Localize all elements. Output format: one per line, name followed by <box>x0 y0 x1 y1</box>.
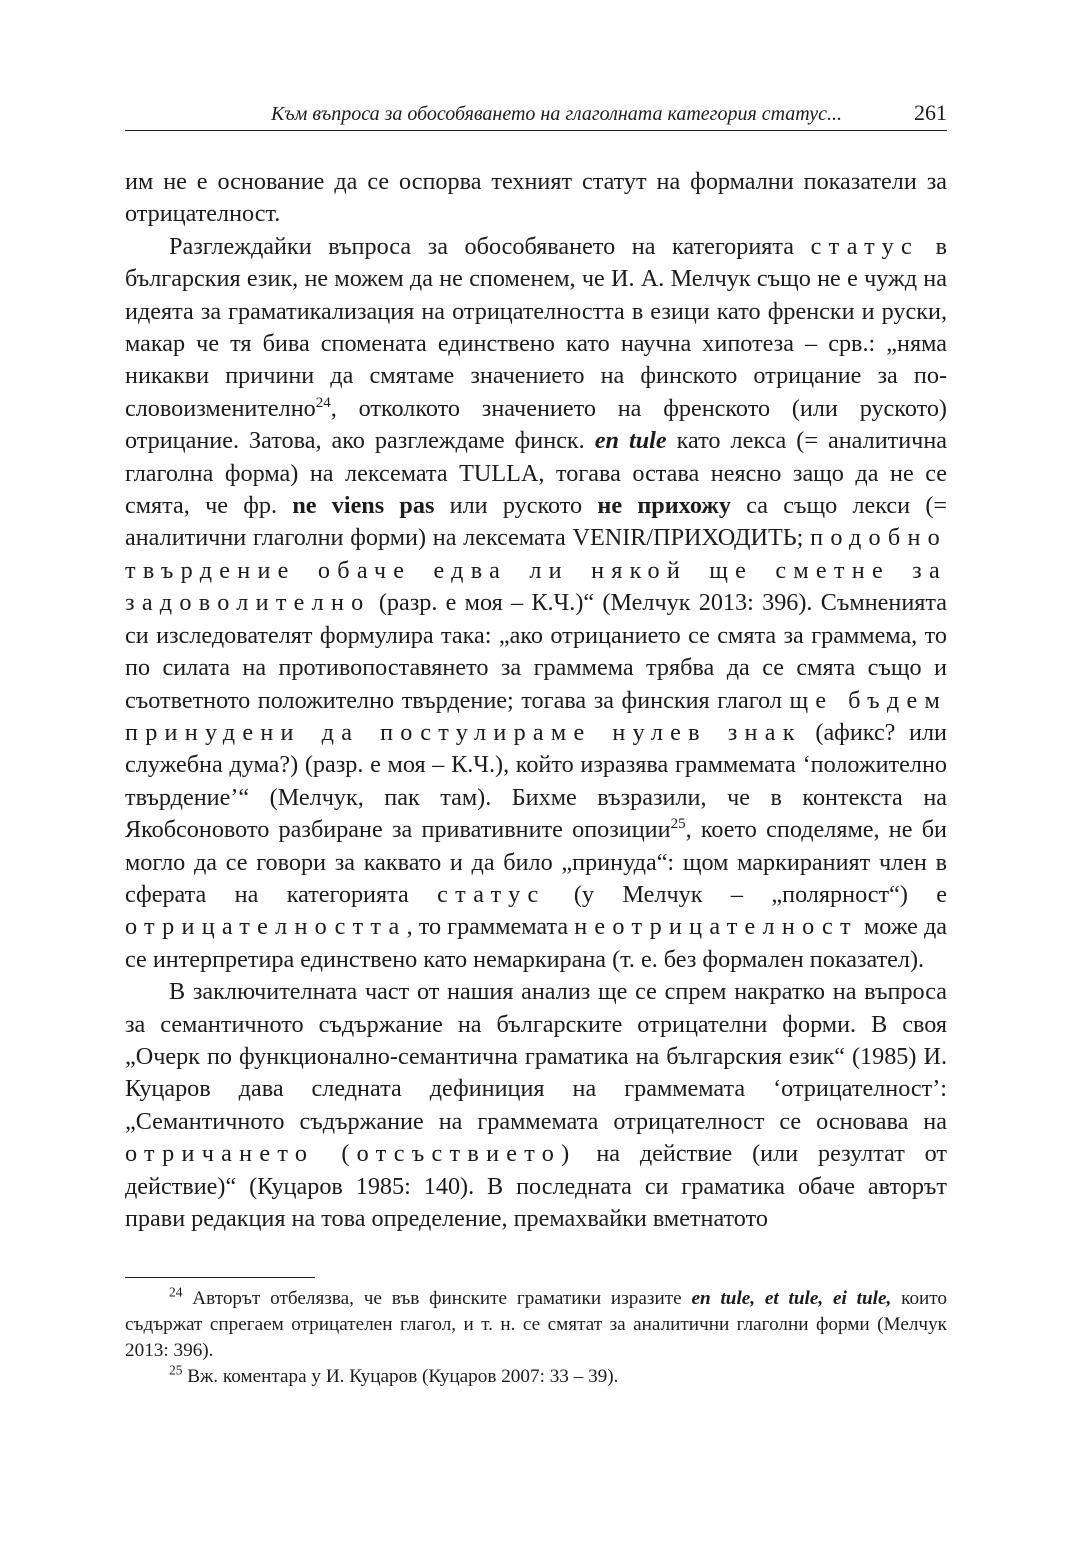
footnote-25 <box>125 1364 947 1390</box>
paragraph-2 <box>125 231 947 976</box>
text-run: , то граммемата <box>406 913 569 941</box>
text-run: (у Мелчук – „полярност“) е <box>573 880 948 908</box>
footnote-24 <box>125 1286 947 1364</box>
footnote-text: които съдържат спрегаем отрицателен глагол, и т. н. се смятат за аналитични глаголни форми (Мелчук 2013: 396). <box>125 1288 948 1361</box>
text-run: , отколкото значението на френското (или руското) отрицание. Затова, ако разглеждаме финск. <box>125 394 947 455</box>
text-run: им не е основание да се оспорва техният статут на формални показатели за отрицателност. <box>125 168 947 228</box>
running-title: Към въпроса за обособяването на глаголната категория статус... <box>270 103 842 125</box>
text-run: Разглеждайки въпроса за обособяването на категорията <box>169 232 795 260</box>
main-text <box>125 166 947 1235</box>
example-ne-viens-pas: ne viens pas <box>292 492 435 520</box>
footnote-separator <box>125 1277 315 1278</box>
spaced-emphasis: статус <box>810 232 919 260</box>
spaced-emphasis: отрицателността <box>125 913 407 941</box>
page-number: 261 <box>914 100 947 125</box>
text-run: (афикс? или служебна дума?) (разр. е моя – К.Ч.), който изразява граммемата ‘положително твърдение’“ (Мелчук, пак там). Бихме възразили, че в контекста на Якобсоновото разбиране за привативните опозиции <box>125 718 947 844</box>
spaced-emphasis: неотрицателност <box>574 913 858 941</box>
text-run: на действие (или резултат от действие)“ (Куцаров 1985: 140). В последната си граматика обаче авторът прави редакция на това определение, премахвайки вметнатото <box>125 1140 947 1232</box>
example-en-tule: en tule <box>594 427 667 455</box>
footnote-text: Вж. коментара у И. Куцаров (Куцаров 2007: 33 – 39). <box>187 1366 619 1387</box>
text-run: като лекса (= аналитична глаголна форма) на лексемата TULLA, тогава остава неясно защо да не се смята, че фр. <box>125 427 948 520</box>
spaced-emphasis: отричането (отсъствието) <box>125 1140 577 1168</box>
text-run: , което споделяме, не би могло да се говори за каквато и да било „принуда“: щом маркираният член в сферата на категорията <box>125 816 948 908</box>
footnote-number: 25 <box>169 1362 183 1378</box>
text-run: или руското <box>449 492 583 520</box>
text-run: (разр. е моя – К.Ч.)“ (Мелчук 2013: 396). Съмненията си изследователят формулира така: „ако отрицанието се смята за граммема, то по силата на противопоставянето за граммема трябва да се смята също и съответното положително твърдение; тогава за финския глагол <box>125 589 947 714</box>
example-ne-prihozhu: не прихожу <box>597 492 731 520</box>
footnote-ref-25[interactable]: 25 <box>670 816 686 833</box>
text-run: В заключителната част от нашия анализ ще се спрем накратко на въпроса за семантичното съдържание на българските отрицателни форми. В своя „Очерк по функционално-семантична граматика на българския език“ (1985) И. Куцаров дава следната дефиниция на граммемата ‘отрицателност’: „Семантичното съдържание на граммемата отрицателност се основава на <box>125 978 947 1135</box>
text-run: в българския език, не можем да не споменем, че И. А. Мелчук също не е чужд на идеята за граматикализация на отрицателността в езици като френски и руски, макар че тя бива спомената единствено като научна хипотеза – срв.: „няма никакви причини да смятаме значението на финското отрицание за по-словоизменително <box>125 232 948 422</box>
text-run: може да се интерпретира единствено като немаркирана (т. е. без формален показател). <box>125 913 948 973</box>
text-run: са също лекси (= аналитични глаголни форми) на лексемата VENIR/ПРИХОДИТЬ; <box>125 492 948 552</box>
paragraph-3 <box>125 976 947 1235</box>
footnote-ref-24[interactable]: 24 <box>315 394 331 411</box>
spaced-emphasis: ще бъдем принудени да постулираме нулев знак <box>125 686 948 746</box>
footnote-text: Авторът отбелязва, че във финските граматики изразите <box>192 1288 682 1309</box>
spaced-emphasis: статус <box>437 880 546 908</box>
paragraph-1 <box>125 166 947 231</box>
footnotes <box>125 1286 947 1390</box>
running-header <box>125 100 947 131</box>
spaced-emphasis: подобно твърдение обаче едва ли някой ще сметне за задоволително <box>125 524 948 617</box>
footnote-examples: en tule, et tule, ei tule, <box>691 1288 892 1309</box>
footnote-number: 24 <box>169 1284 183 1300</box>
